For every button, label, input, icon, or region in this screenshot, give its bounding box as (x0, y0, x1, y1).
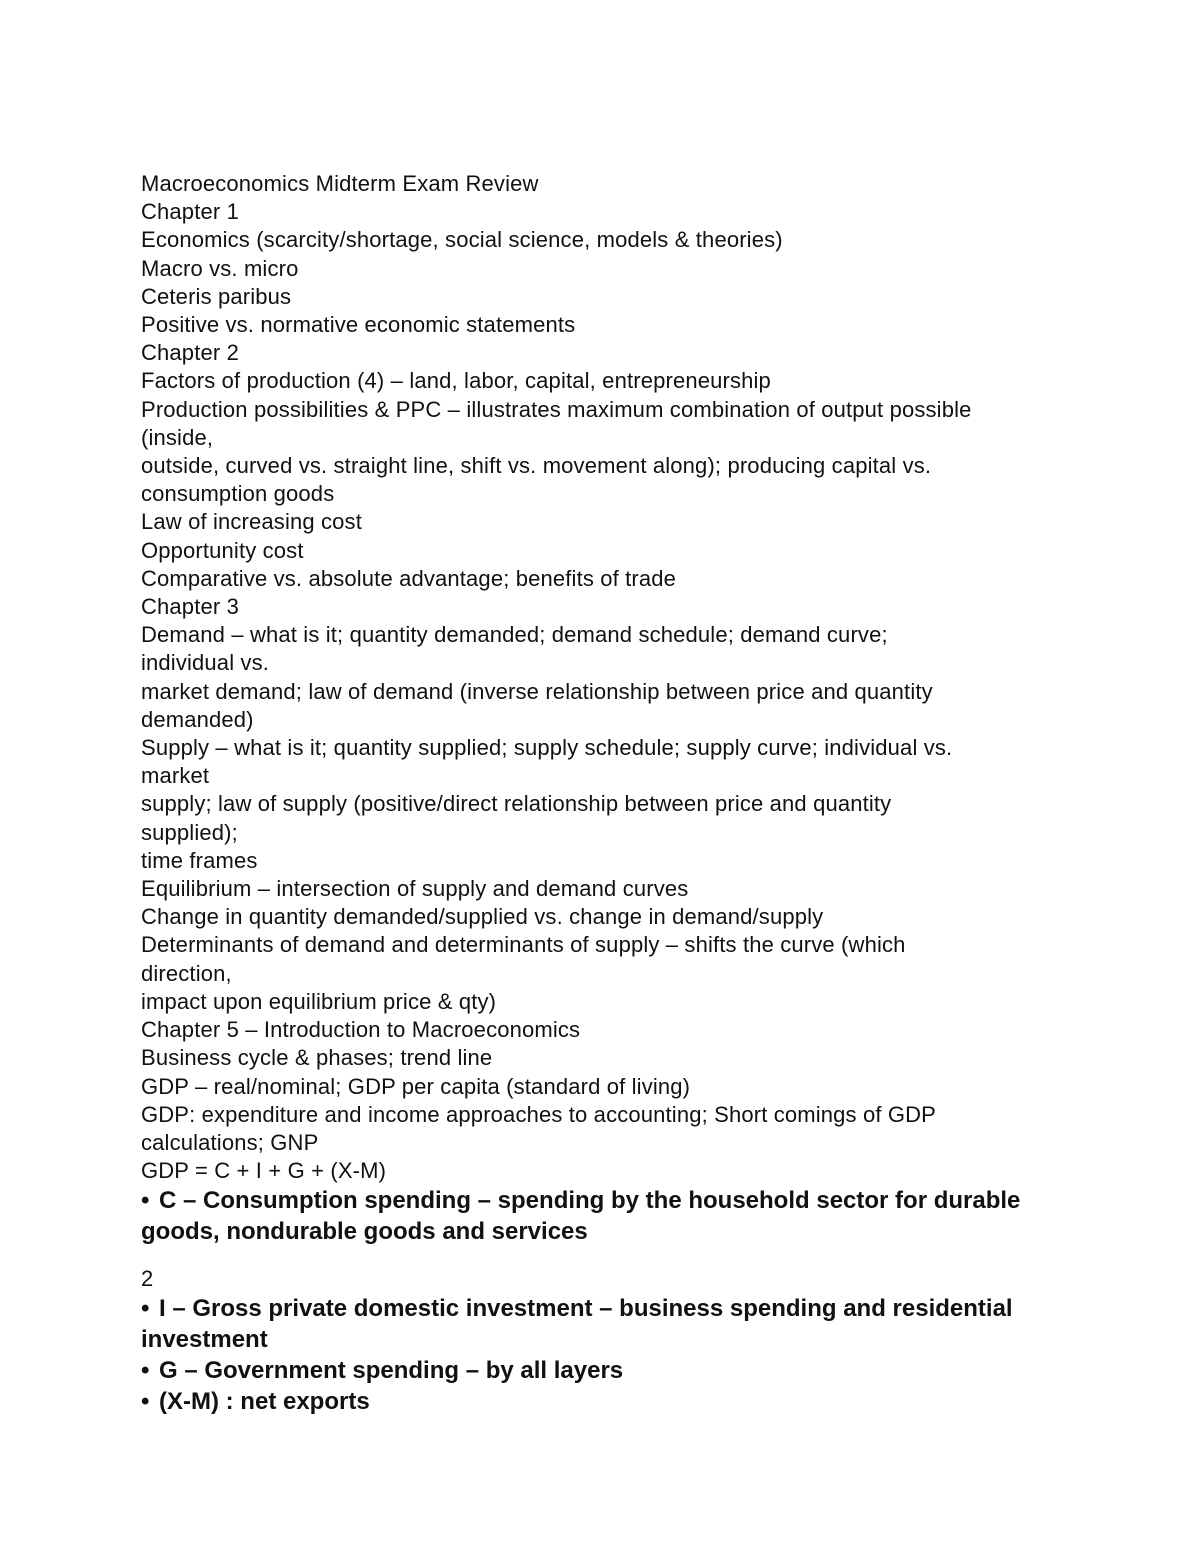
text-line: Ceteris paribus (141, 283, 292, 309)
bullet-continuation: investment (141, 1326, 268, 1354)
bullet-item-government (141, 1355, 1071, 1386)
text-line: demanded) (141, 706, 254, 732)
bullet-dot: • (141, 1388, 150, 1416)
text-line: impact upon equilibrium price & qty) (141, 988, 497, 1014)
text-line: Production possibilities & PPC – illustrates maximum combination of output possible (141, 396, 972, 422)
chapter-heading: Chapter 2 (141, 340, 239, 366)
chapter-heading: Chapter 1 (141, 199, 239, 225)
text-line: Business cycle & phases; trend line (141, 1045, 493, 1071)
text-line: Determinants of demand and determinants of supply – shifts the curve (which (141, 932, 906, 958)
text-line: Positive vs. normative economic statements (141, 312, 576, 338)
page-number: 2 (141, 1266, 154, 1292)
text-line: GDP: expenditure and income approaches to accounting; Short comings of GDP (141, 1101, 936, 1127)
chapter-heading: Chapter 3 (141, 594, 239, 620)
bullet-item-investment (141, 1293, 1071, 1324)
gdp-formula: GDP = C + I + G + (X-M) (141, 1158, 387, 1184)
bullet-text: C – Consumption spending – spending by the household sector for durable (159, 1187, 1021, 1215)
text-line: Comparative vs. absolute advantage; benefits of trade (141, 565, 677, 591)
text-line: (inside, (141, 424, 214, 450)
document-body (141, 170, 1071, 1417)
text-line: Demand – what is it; quantity demanded; demand schedule; demand curve; (141, 622, 888, 648)
bullet-continuation: goods, nondurable goods and services (141, 1218, 588, 1246)
text-line: supplied); (141, 819, 238, 845)
bullet-text: I – Gross private domestic investment – business spending and residential (159, 1295, 1013, 1323)
text-line: time frames (141, 847, 258, 873)
bullet-dot: • (141, 1357, 150, 1385)
text-line: individual vs. (141, 650, 270, 676)
text-line: Factors of production (4) – land, labor, capital, entrepreneurship (141, 368, 771, 394)
text-line: market (141, 763, 210, 789)
text-line: Equilibrium – intersection of supply and demand curves (141, 876, 689, 902)
text-line: direction, (141, 960, 232, 986)
document-title: Macroeconomics Midterm Exam Review (141, 171, 539, 196)
bullet-dot: • (141, 1295, 150, 1323)
text-line: Economics (scarcity/shortage, social science, models & theories) (141, 227, 783, 253)
text-line: GDP – real/nominal; GDP per capita (standard of living) (141, 1073, 691, 1099)
text-line: Supply – what is it; quantity supplied; supply schedule; supply curve; individual vs. (141, 735, 953, 761)
bullet-item-consumption (141, 1185, 1071, 1216)
text-line: market demand; law of demand (inverse relationship between price and quantity (141, 678, 933, 704)
bullet-item-net-exports (141, 1386, 1071, 1417)
bullet-text: (X-M) : net exports (159, 1388, 370, 1416)
text-line: Law of increasing cost (141, 509, 362, 535)
chapter-heading: Chapter 5 – Introduction to Macroeconomics (141, 1017, 581, 1043)
text-line: Change in quantity demanded/supplied vs. change in demand/supply (141, 904, 824, 930)
text-line: Macro vs. micro (141, 255, 299, 281)
bullet-text: G – Government spending – by all layers (159, 1357, 624, 1385)
text-line: outside, curved vs. straight line, shift vs. movement along); producing capital vs. (141, 453, 932, 479)
text-line: calculations; GNP (141, 1129, 319, 1155)
text-line: consumption goods (141, 481, 335, 507)
bullet-dot: • (141, 1187, 150, 1215)
text-line: Opportunity cost (141, 537, 304, 563)
text-line: supply; law of supply (positive/direct relationship between price and quantity (141, 791, 892, 817)
